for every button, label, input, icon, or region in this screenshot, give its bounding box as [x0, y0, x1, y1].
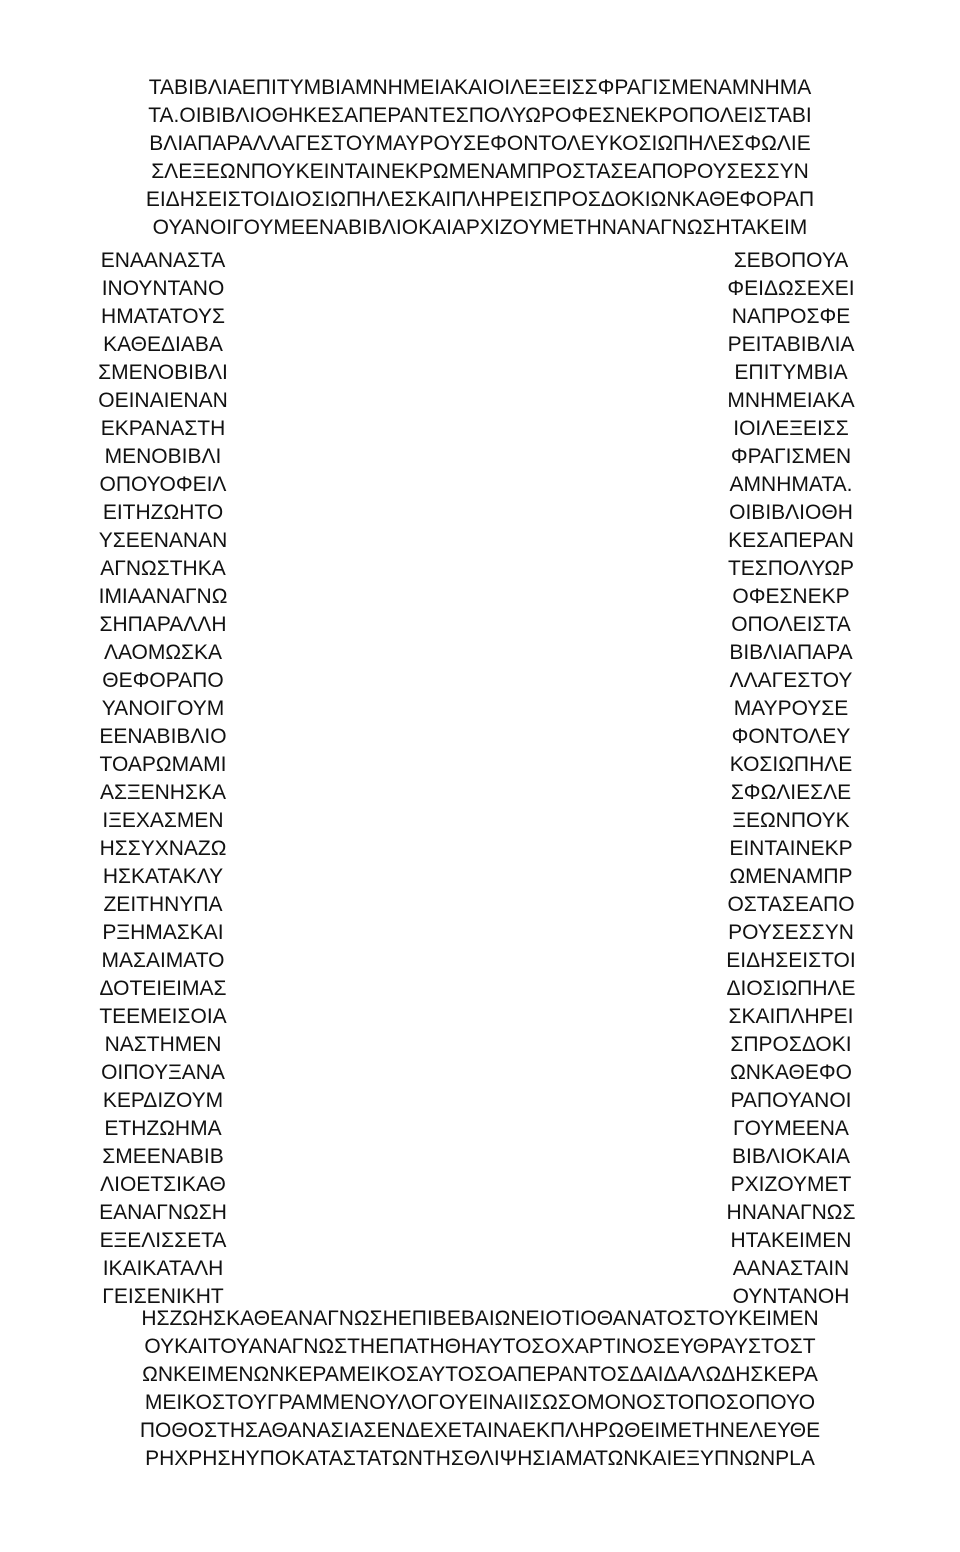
left-column-line: ΤΕΕΜΕΙΣΟΙΑ	[99, 1005, 227, 1028]
right-column-line: ΚΕΣΑΠΕΡΑΝ	[728, 529, 854, 552]
left-column-line: ΚΕΡΔΙΖΟΥΜ	[102, 1089, 224, 1112]
left-column-line: ΖΕΙΤΗΝΥΠΑ	[103, 893, 223, 916]
right-column-line: ΗΝΑΝΑΓΝΩΣ	[726, 1201, 856, 1224]
bottom-text-line: ΩΝΚΕΙΜΕΝΩΝΚΕΡΑΜΕΙΚΟΣΑΥΤΟΣΟΑΠΕΡΑΝΤΟΣΔΑΙΔΑΛΩΔΗΣΚΕΡΑ	[142, 1363, 818, 1386]
right-column-line: ΦΟΝΤΟΛΕΥ	[731, 725, 851, 748]
left-column-line: ΜΑΣΑΙΜΑΤΟ	[101, 949, 225, 972]
bottom-text-line: ΜΕΙΚΟΣΤΟΥΓΡΑΜΜΕΝΟΥΛΟΓΟΥΕΙΝΑΙΙΣΩΣΟΜΟΝΟΣΤΟΠΟΣΟΠΟΥΟ	[144, 1391, 816, 1414]
right-column-line: ΣΠΡΟΣΔΟΚΙ	[730, 1033, 852, 1056]
top-text-line: ΤΑ.ΟΙΒΙΒΛΙΟΘΗΚΕΣΑΠΕΡΑΝΤΕΣΠΟΛΥΩΡΟΦΕΣΝΕΚΡΟΠΟΛΕΙΣΤΑΒΙ	[148, 104, 812, 127]
right-column-line: ΟΦΕΣΝΕΚΡ	[732, 585, 850, 608]
right-column-line: ΙΟΙΛΕΞΕΙΣΣ	[733, 417, 849, 440]
left-column-line: ΙΚΑΙΚΑΤΑΛΗ	[102, 1257, 224, 1280]
left-column-line: ΗΣΣΥΧΝΑΖΩ	[99, 837, 227, 860]
left-column-line: ΛΑΟΜΩΣΚΑ	[103, 641, 223, 664]
right-column-line: ΩΜΕΝΑΜΠΡ	[729, 865, 853, 888]
left-column-line: ΙΝΟΥΝΤΑΝΟ	[101, 277, 225, 300]
left-column-line: ΟΕΙΝΑΙΕΝΑΝ	[98, 389, 228, 412]
right-column-line: ΝΑΠΡΟΣΦΕ	[731, 305, 851, 328]
bottom-text-line: ΟΥΚΑΙΤΟΥΑΝΑΓΝΩΣΤΗΕΠΑΤΗΘΗΑΥΤΟΣΟΧΑΡΤΙΝΟΣΕΥΘΡΑΥΣΤΟΣΤ	[144, 1335, 816, 1358]
left-column-line: ΣΜΕΕΝΑΒΙΒ	[102, 1145, 224, 1168]
top-text-line: ΒΛΙΑΠΑΡΑΛΛΑΓΕΣΤΟΥΜΑΥΡΟΥΣΕΦΟΝΤΟΛΕΥΚΟΣΙΩΠΗΛΕΣΦΩΛΙΕ	[149, 132, 811, 155]
right-column-line: ΑΑΝΑΣΤΑΙΝ	[732, 1257, 850, 1280]
right-column-line: ΣΦΩΛΙΕΣΛΕ	[730, 781, 852, 804]
bottom-text-line: ΡΗΧΡΗΣΗΥΠΟΚΑΤΑΣΤΑΤΩΝΤΗΣΘΛΙΨΗΣΙΑΜΑΤΩΝΚΑΙΕΞΥΠΝΩΝPLA	[145, 1447, 815, 1470]
left-column-line: ΗΜΑΤΑΤΟΥΣ	[101, 305, 225, 328]
left-column-line: ΕΑΝΑΓΝΩΣΗ	[99, 1201, 227, 1224]
right-column-line: ΗΤΑΚΕΙΜΕΝ	[730, 1229, 852, 1252]
right-column-line: ΦΡΑΓΙΣΜΕΝ	[730, 445, 852, 468]
right-column-line: ΞΕΩΝΠΟΥΚ	[732, 809, 850, 832]
right-column-line: ΩΝΚΑΘΕΦΟ	[730, 1061, 852, 1084]
bottom-text-line: ΗΣΖΩΗΣΚΑΘΕΑΝΑΓΝΩΣΗΕΠΙΒΕΒΑΙΩΝΕΙΟΤΙΟΘΑΝΑΤΟΣΤΟΥΚΕΙΜΕΝ	[141, 1307, 819, 1330]
left-column-line: ΝΑΣΤΗΜΕΝ	[104, 1033, 222, 1056]
right-column-line: ΜΝΗΜΕΙΑΚΑ	[727, 389, 855, 412]
top-text-line: ΤΑΒΙΒΛΙΑΕΠΙΤΥΜΒΙΑΜΝΗΜΕΙΑΚΑΙΟΙΛΕΞΕΙΣΣΦΡΑΓΙΣΜΕΝΑΜΝΗΜΑ	[148, 76, 812, 99]
left-column-line: ΔΟΤΕΙΕΙΜΑΣ	[99, 977, 227, 1000]
left-column-line: ΜΕΝΟΒΙΒΛΙ	[104, 445, 222, 468]
right-column-line: ΓΟΥΜΕΕΝΑ	[733, 1117, 849, 1140]
top-text-line: ΕΙΔΗΣΕΙΣΤΟΙΔΙΟΣΙΩΠΗΛΕΣΚΑΙΠΛΗΡΕΙΣΠΡΟΣΔΟΚΙΩΝΚΑΘΕΦΟΡΑΠ	[145, 188, 815, 211]
left-column-line: ΛΙΟΕΤΣΙΚΑΘ	[100, 1173, 226, 1196]
left-column-line: ΚΑΘΕΔΙΑΒΑ	[103, 333, 223, 356]
right-column-line: ΤΕΣΠΟΛΥΩΡ	[727, 557, 855, 580]
top-text-line: ΟΥΑΝΟΙΓΟΥΜΕΕΝΑΒΙΒΛΙΟΚΑΙΑΡΧΙΖΟΥΜΕΤΗΝΑΝΑΓΝΩΣΗΤΑΚΕΙΜ	[152, 216, 808, 239]
left-column-line: ΣΗΠΑΡΑΛΛΗ	[99, 613, 227, 636]
left-column-line: ΕΙΤΗΖΩΗΤΟ	[102, 501, 224, 524]
right-column-line: ΔΙΟΣΙΩΠΗΛΕ	[726, 977, 856, 1000]
right-column-line: ΛΛΑΓΕΣΤΟΥ	[729, 669, 853, 692]
left-column-line: ΟΠΟΥΟΦΕΙΛ	[99, 473, 227, 496]
left-column-line: ΘΕΦΟΡΑΠΟ	[102, 669, 224, 692]
left-column-line: ΕΝΑΑΝΑΣΤΑ	[100, 249, 226, 272]
left-column-line: ΕΤΗΖΩΗΜΑ	[104, 1117, 222, 1140]
left-column-line: ΓΕΙΣΕΝΙΚΗΤ	[102, 1285, 224, 1308]
right-column-line: ΕΙΝΤΑΙΝΕΚΡ	[729, 837, 853, 860]
left-column-line: ΑΣΞΕΝΗΣΚΑ	[100, 781, 226, 804]
left-column-line: ΤΟΑΡΩΜΑΜΙ	[99, 753, 227, 776]
right-column-line: ΦΕΙΔΩΣΕΧΕΙ	[727, 277, 855, 300]
left-column-line: ΗΣΚΑΤΑΚΛΥ	[102, 865, 224, 888]
right-column-line: ΑΜΝΗΜΑΤΑ.	[729, 473, 853, 496]
right-column-line: ΕΠΙΤΥΜΒΙΑ	[734, 361, 848, 384]
right-column-line: ΟΥΝΤΑΝΟΗ	[732, 1285, 850, 1308]
right-column-line: ΟΠΟΛΕΙΣΤΑ	[731, 613, 851, 636]
right-column-line: ΟΣΤΑΣΕΑΠΟ	[727, 893, 855, 916]
right-column-line: ΡΕΙΤΑΒΙΒΛΙΑ	[727, 333, 855, 356]
left-column-line: ΙΞΕΧΑΣΜΕΝ	[102, 809, 224, 832]
right-column-line: ΜΑΥΡΟΥΣΕ	[733, 697, 849, 720]
left-column-line: ΕΞΕΛΙΣΣΕΤΑ	[99, 1229, 227, 1252]
left-column-line: ΥΑΝΟΙΓΟΥΜ	[101, 697, 225, 720]
right-column-line: ΟΙΒΙΒΛΙΟΘΗ	[729, 501, 853, 524]
right-column-line: ΡΟΥΣΕΣΣΥΝ	[728, 921, 854, 944]
right-column-line: ΡΑΠΟΥΑΝΟΙ	[730, 1089, 852, 1112]
left-column-line: ΕΕΝΑΒΙΒΛΙΟ	[99, 725, 227, 748]
right-column-line: ΕΙΔΗΣΕΙΣΤΟΙ	[726, 949, 856, 972]
top-text-line: ΣΛΕΞΕΩΝΠΟΥΚΕΙΝΤΑΙΝΕΚΡΩΜΕΝΑΜΠΡΟΣΤΑΣΕΑΠΟΡΟΥΣΕΣΣΥΝ	[151, 160, 809, 183]
left-column-line: ΡΞΗΜΑΣΚΑΙ	[102, 921, 224, 944]
right-column-line: ΣΚΑΙΠΛΗΡΕΙ	[728, 1005, 854, 1028]
left-column-line: ΙΜΙΑΑΝΑΓΝΩ	[98, 585, 228, 608]
bottom-text-line: ΠΟΘΟΣΤΗΣΑΘΑΝΑΣΙΑΣΕΝΔΕΧΕΤΑΙΝΑΕΚΠΛΗΡΩΘΕΙΜΕΤΗΝΕΛΕΥΘΕ	[139, 1419, 821, 1442]
right-column-line: ΒΙΒΛΙΑΠΑΡΑ	[729, 641, 853, 664]
right-column-line: ΡΧΙΖΟΥΜΕΤ	[730, 1173, 852, 1196]
left-column-line: ΟΙΠΟΥΞΑΝΑ	[101, 1061, 225, 1084]
left-column-line: ΣΜΕΝΟΒΙΒΛΙ	[98, 361, 228, 384]
left-column-line: ΕΚΡΑΝΑΣΤΗ	[100, 417, 226, 440]
left-column-line: ΥΣΕΕΝΑΝΑΝ	[98, 529, 228, 552]
right-column-line: ΒΙΒΛΙΟΚΑΙΑ	[732, 1145, 850, 1168]
right-column-line: ΣΕΒΟΠΟΥΑ	[733, 249, 849, 272]
right-column-line: ΚΟΣΙΩΠΗΛΕ	[729, 753, 853, 776]
left-column-line: ΑΓΝΩΣΤΗΚΑ	[100, 557, 226, 580]
